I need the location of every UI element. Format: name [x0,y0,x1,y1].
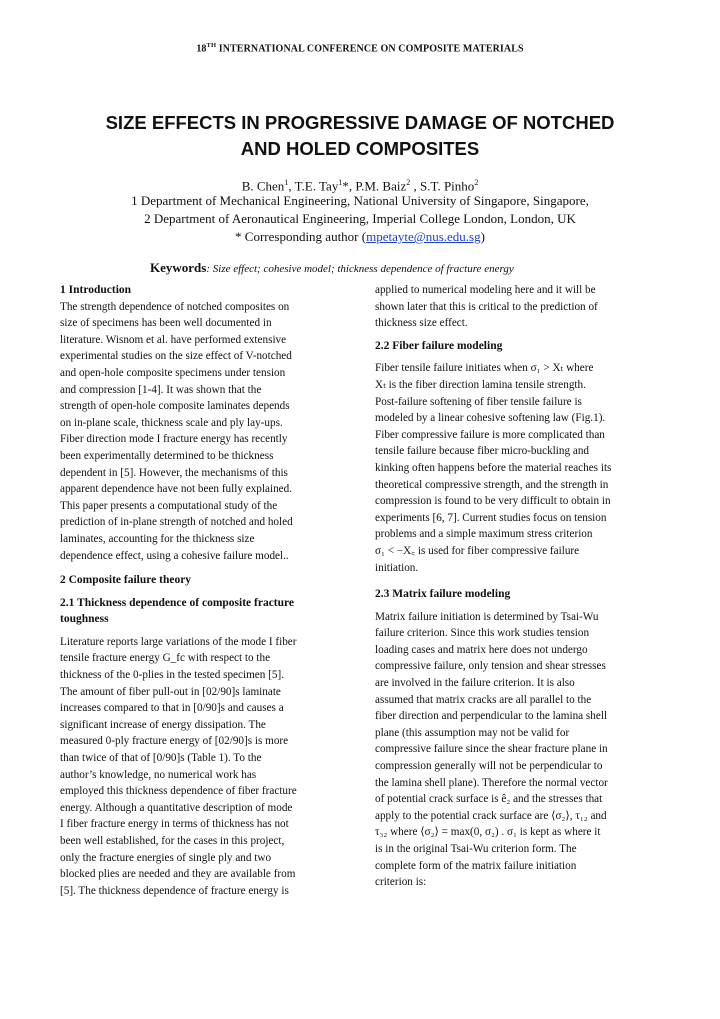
text-line: compressive failure since the shear fracture plane in [375,743,608,756]
text-line: energy. Although a quantitative description of mode [60,801,293,814]
text-line: Fiber tensile failure initiates when σ₁ > Xₜ where [375,362,594,375]
text-line: compression generally will not be perpendicular to [375,760,603,773]
keywords [150,260,670,276]
email-link[interactable]: mpetayte@nus.edu.sg [366,229,481,244]
text-line: experimental studies on the size effect of V-notched [60,350,292,363]
subsection-heading-line: 2.1 Thickness dependence of composite fracture [60,596,295,609]
text-line: Xₜ is the fiber direction lamina tensile strength. [375,378,586,391]
text-line: complete form of the matrix failure initiation [375,859,577,872]
section-2-3-paragraph [375,609,660,891]
text-line: compressive failure, only tension and shear stresses [375,660,606,673]
text-line: prediction of in-plane strength of notched and holed [60,516,293,529]
text-line: dependence effect, using a cohesive failure model.. [60,549,289,562]
text-line: blocked plies are needed and they are available from [60,868,296,881]
text-line: the lamina shell plane). Therefore the normal vector [375,776,608,789]
text-line: The strength dependence of notched composites on [60,300,290,313]
author-affil-sup: 2 [406,178,411,187]
introduction-paragraph [60,299,345,565]
author-affil-sup: 1 [338,178,343,187]
text-line: size of specimens has been well documented in [60,317,272,330]
text-line: Literature reports large variations of the mode I fiber [60,635,297,648]
text-line: strength of open-hole composite laminates depends [60,400,290,413]
text-line: criterion is: [375,876,427,889]
text-line: Fiber direction mode I fracture energy has recently [60,433,288,446]
text-line: increases compared to that in [0/90]s and causes a [60,702,284,715]
text-line: fiber direction and perpendicular to the lamina shell [375,710,608,723]
running-head-text: INTERNATIONAL CONFERENCE ON COMPOSITE MATERIALS [216,43,524,55]
text-line: σ₁ < −X꜀ is used for fiber compressive failure [375,544,580,557]
text-line: failure criterion. Since this work studies tension [375,627,590,640]
continued-paragraph [375,282,660,332]
text-line: plane (this assumption may not be valid for [375,726,570,739]
subsection-heading-2-1 [60,595,345,628]
text-line: thickness size effect. [375,317,468,330]
text-line: laminates, accounting for the thickness size [60,532,255,545]
section-2-2-paragraph [375,360,660,576]
author-name: , T.E. Tay [288,178,339,194]
text-line: Matrix failure initiation is determined by Tsai-Wu [375,610,599,623]
text-line: been experimentally determined to be thickness [60,449,274,462]
text-line: τ₃₂ where ⟨σ₂⟩ = max(0, σ₂) . σ₁ is kept as where it [375,826,601,839]
text-line: thickness of the 0-plies in the tested specimen [5]. [60,668,285,681]
text-line: initiation. [375,561,419,574]
keywords-text: Size effect; cohesive model; thickness dependence of fracture energy [212,263,514,275]
text-line: This paper presents a computational study of the [60,499,278,512]
text-line: problems and a simple maximum stress criterion [375,528,593,541]
running-head-ordinal: TH [206,42,217,49]
text-line: dependent in [5]. However, the mechanisms of this [60,466,288,479]
text-line: applied to numerical modeling here and it will be [375,284,596,296]
author-name: , S.T. Pinho [410,178,475,194]
running-head [0,42,720,54]
paper-title [60,110,660,162]
affiliation-1: 1 Department of Mechanical Engineering, National University of Singapore, Singapore, [131,193,589,208]
text-line: [5]. The thickness dependence of fracture energy is [60,884,289,897]
text-line: compression is found to be very difficult to obtain in [375,495,611,508]
text-line: loading cases and matrix here does not undergo [375,643,588,656]
text-line: Post-failure softening of fiber tensile failure is [375,395,582,408]
text-line: literature. Wisnom et al. have performed extensive [60,333,287,346]
keywords-colon: : [206,263,213,275]
text-line: The amount of fiber pull-out in [02/90]s laminate [60,685,281,698]
running-head-number: 18 [196,43,207,55]
left-column [60,282,345,564]
keywords-label: Keywords [150,260,207,275]
text-line: than twice of that of [0/90]s (Table 1). To the [60,751,262,764]
text-line: significant increase of energy dissipation. The [60,718,266,731]
text-line: and compression [1-4]. It was shown that the [60,383,262,396]
text-line: of potential crack surface is ê₂ and the stresses that [375,793,603,806]
text-line: is in the original Tsai-Wu criterion form. The [375,843,577,855]
text-line: been well established, for the cases in this project, [60,834,285,847]
left-column-section2 [60,572,345,899]
text-line: experiments [6, 7]. Current studies focus on tension [375,511,607,524]
text-line: apparent dependence have not been fully explained. [60,483,293,496]
corresponding-suffix: ) [480,229,485,244]
subsection-heading-2-3: 2.3 Matrix failure modeling [375,588,511,601]
text-line: assumed that matrix cracks are all parallel to the [375,693,592,706]
text-line: author’s knowledge, no numerical work has [60,768,257,781]
text-line: I fiber fracture energy in terms of thickness has not [60,818,289,831]
text-line: kinking often happens before the material reaches its [375,461,612,474]
text-line: shown later that this is critical to the prediction of [375,300,598,313]
title-line-2: AND HOLED COMPOSITES [240,138,480,159]
author-affil-sup: 1 [284,178,289,187]
author-affil-sup: 2 [474,178,479,187]
text-line: measured 0-ply fracture energy of [02/90]s is more [60,735,289,748]
text-line: Fiber compressive failure is more complicated than [375,428,605,441]
subsection-heading-line: toughness [60,613,109,626]
text-line: and open-hole composite specimens under tension [60,366,286,379]
text-line: tensile failure because fiber micro-buckling and [375,445,590,458]
text-line: only the fracture energies of single ply and two [60,851,272,864]
text-line: employed this thickness dependence of fiber fracture [60,785,297,798]
text-line: tensile fracture energy G_fc with respect to the [60,652,271,665]
right-column [375,282,660,891]
author-name: *, P.M. Baiz [342,178,407,194]
text-line: modeled by a linear cohesive softening law (Fig.1). [375,412,606,425]
author-name: B. Chen [241,178,285,194]
text-line: on in-plane scale, thickness scale and ply lay-ups. [60,416,283,429]
corresponding-prefix: * Corresponding author ( [235,229,367,244]
affiliation-2: 2 Department of Aeronautical Engineering, Imperial College London, London, UK [144,211,576,226]
subsection-heading-2-2: 2.2 Fiber failure modeling [375,339,503,352]
section-heading-composite-failure-theory: 2 Composite failure theory [60,574,192,586]
title-line-1: SIZE EFFECTS IN PROGRESSIVE DAMAGE OF NOTCHED [105,112,615,133]
text-line: are involved in the failure criterion. It is also [375,677,575,690]
text-line: apply to the potential crack surface are ⟨σ₂⟩, τ₁₂ and [375,809,607,822]
section-2-1-paragraph [60,634,345,900]
corresponding-author [0,228,720,246]
text-line: theoretical compressive strength, and the strength in [375,478,609,491]
section-heading-introduction: 1 Introduction [60,284,132,296]
